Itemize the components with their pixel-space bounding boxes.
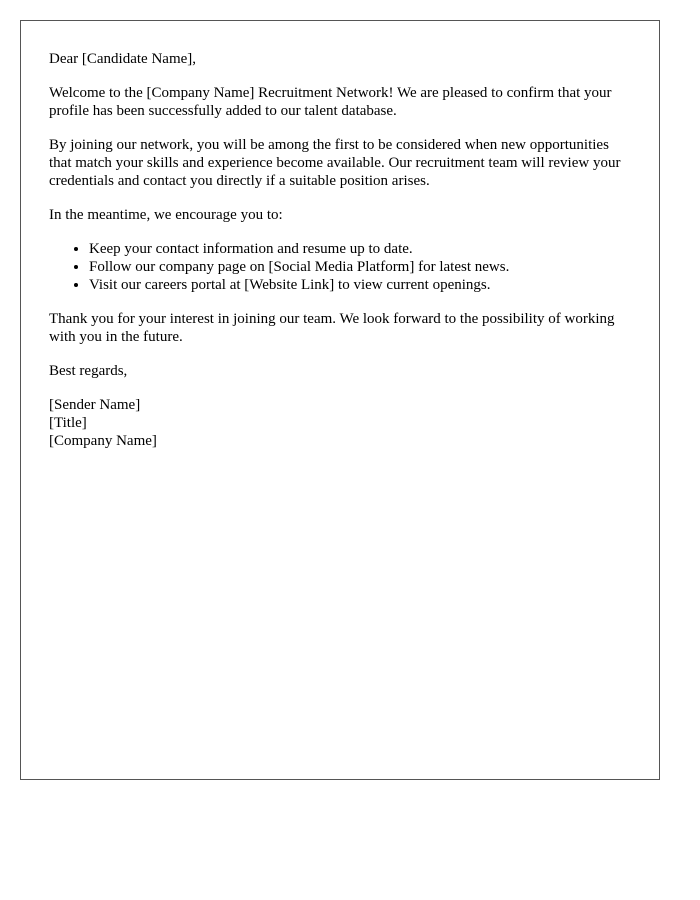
network-paragraph: By joining our network, you will be among the first to be considered when new opportunities that match your skills and experience become available. Our recruitment team will review your credentials and contact you directly if a suitable position arises. xyxy=(49,137,621,189)
letter-container xyxy=(20,20,660,780)
list-item: • Follow our company page on [Social Media Platform] for latest news. xyxy=(89,258,631,276)
sender-name: [Sender Name] xyxy=(49,397,141,413)
closing: Best regards, xyxy=(49,363,128,379)
signature-block xyxy=(49,396,631,450)
encouragement-intro: In the meantime, we encourage you to: xyxy=(49,207,283,223)
greeting: Dear [Candidate Name], xyxy=(49,51,197,67)
thank-you-paragraph: Thank you for your interest in joining our team. We look forward to the possibility of working with you in the future. xyxy=(49,311,615,345)
sender-title: [Title] xyxy=(49,415,87,431)
list-item: • Keep your contact information and resume up to date. xyxy=(89,240,631,258)
encouragement-list xyxy=(49,240,631,294)
sender-company: [Company Name] xyxy=(49,433,157,449)
list-item: • Visit our careers portal at [Website Link] to view current openings. xyxy=(89,276,631,294)
welcome-paragraph: Welcome to the [Company Name] Recruitment Network! We are pleased to confirm that your profile has been successfully added to our talent database. xyxy=(49,85,612,119)
